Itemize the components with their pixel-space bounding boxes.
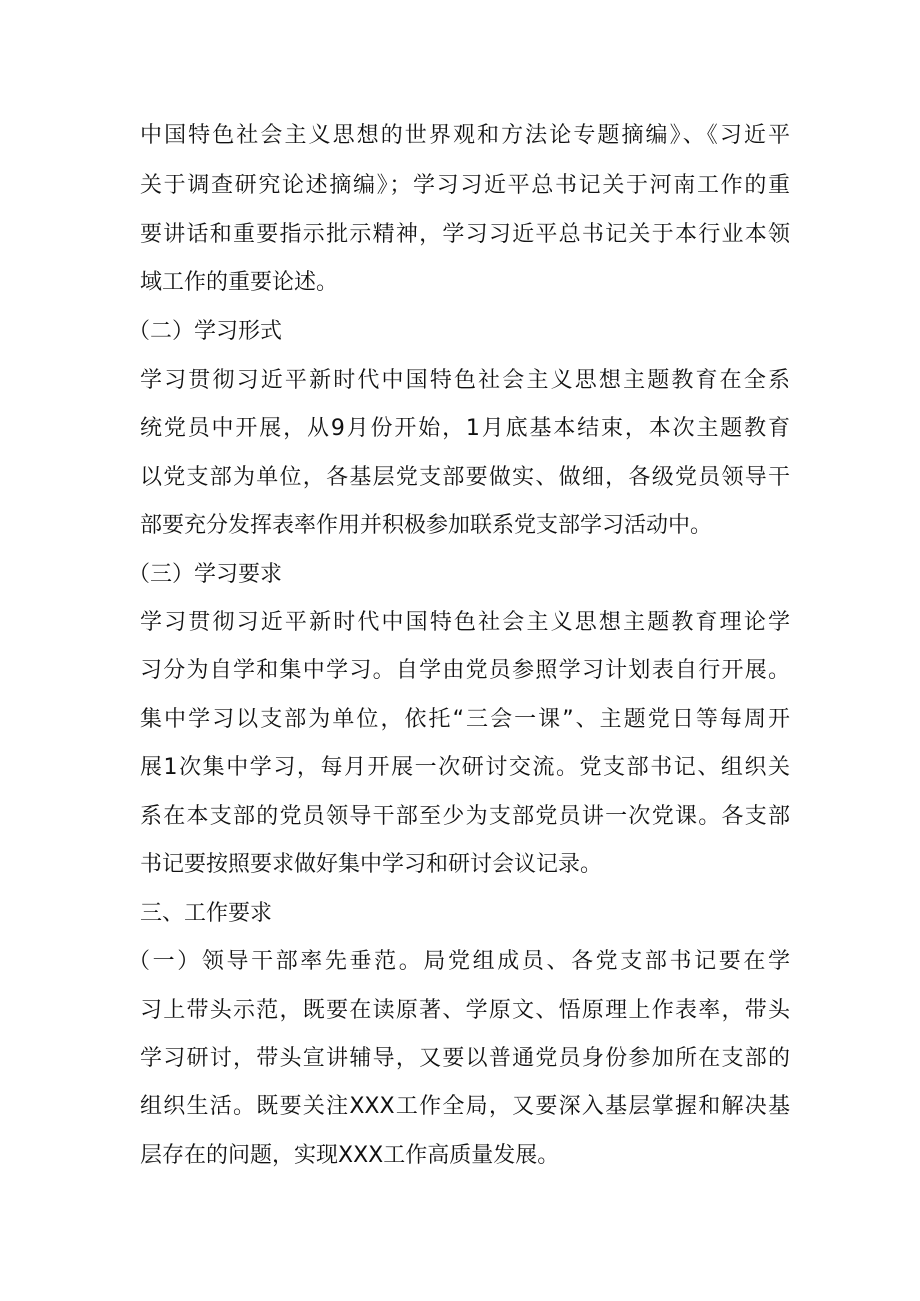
text-line: 部要充分发挥表率作用并积极参加联系党支部学习活动中。	[140, 513, 713, 538]
text-line: 习分为自学和集中学习。自学由党员参照学习计划表自行开展。	[140, 658, 790, 683]
text-line: 学习贯彻习近平新时代中国特色社会主义思想主题教育理论学	[140, 610, 790, 635]
text-line: 以党支部为单位，各基层党支部要做实、做细，各级党员领导干	[140, 465, 790, 490]
section-heading-learning-requirements: （三）学习要求	[128, 562, 283, 587]
text-line: 系在本支部的党员领导干部至少为支部党员讲一次党课。各支部	[140, 804, 790, 829]
text-line: 习上带头示范，既要在读原著、学原文、悟原理上作表率，带头	[140, 998, 790, 1023]
section-heading-work-requirements: 三、工作要求	[140, 901, 273, 926]
text-line: 要讲话和重要指示批示精神，学习习近平总书记关于本行业本领	[140, 222, 790, 247]
text-line: 域工作的重要论述。	[140, 270, 339, 295]
text-line: 关于调查研究论述摘编》；学习习近平总书记关于河南工作的重	[140, 173, 790, 198]
text-line: 集中学习以支部为单位，依托“三会一课”、主题党日等每周开	[140, 707, 790, 732]
text-line: 层存在的问题，实现XXX工作高质量发展。	[140, 1143, 560, 1168]
text-line: 学习贯彻习近平新时代中国特色社会主义思想主题教育在全系	[140, 368, 790, 393]
text-line: 组织生活。既要关注XXX工作全局，又要深入基层掌握和解决基	[140, 1094, 790, 1119]
text-line: 展1次集中学习，每月开展一次研讨交流。党支部书记、组织关	[140, 755, 790, 780]
text-line: 统党员中开展，从9月份开始，1月底基本结束，本次主题教育	[140, 416, 790, 441]
text-line: 学习研讨，带头宣讲辅导，又要以普通党员身份参加所在支部的	[140, 1046, 790, 1071]
text-line: 书记要按照要求做好集中学习和研讨会议记录。	[140, 852, 603, 877]
section-heading-learning-form: （二）学习形式	[128, 319, 283, 344]
text-line: 中国特色社会主义思想的世界观和方法论专题摘编》、《习近平	[140, 123, 790, 148]
text-line: （一）领导干部率先垂范。局党组成员、各党支部书记要在学	[128, 949, 790, 974]
